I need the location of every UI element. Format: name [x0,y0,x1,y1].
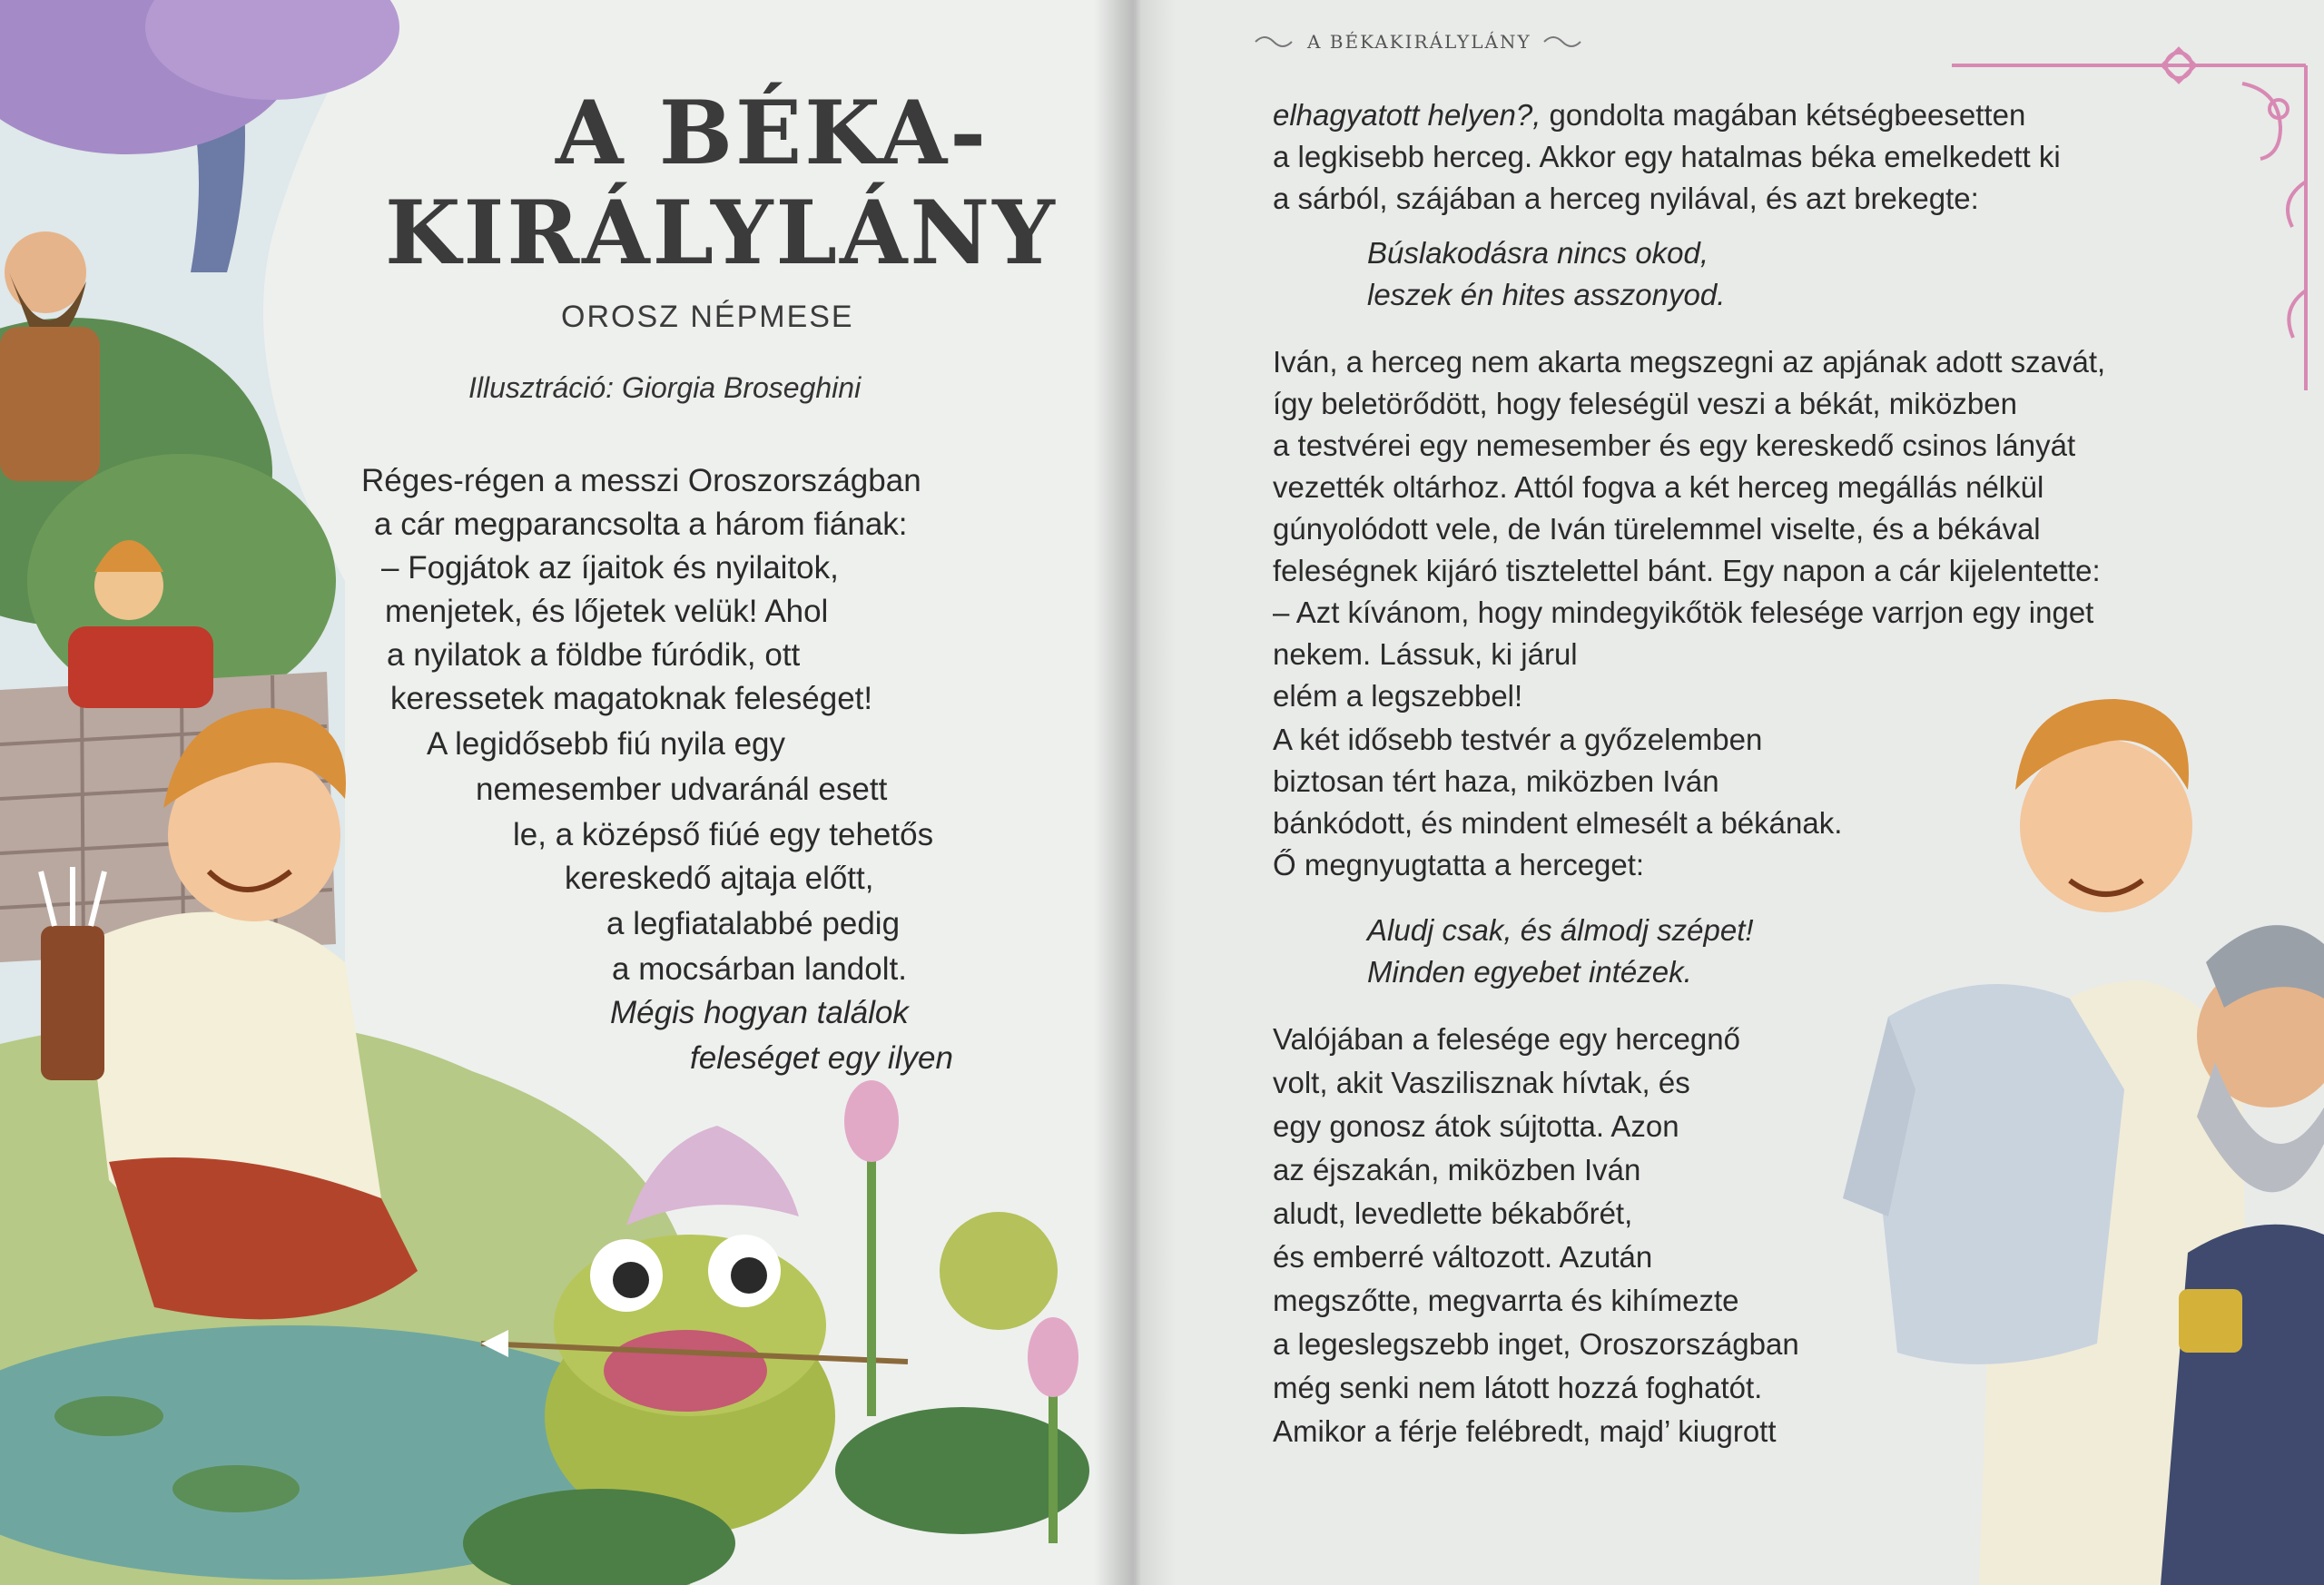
left-text-line: le, a középső fiúé egy tehetős [513,817,934,852]
left-text-line: – Fogjátok az íjaitok és nyilaitok, [381,550,839,586]
right-text-line: volt, akit Vaszilisznak hívtak, és [1273,1066,1690,1099]
right-text-line: elém a legszebbel! [1273,679,1523,713]
right-text-line: Ő megnyugtatta a herceget: [1273,848,1645,881]
right-text-line: biztosan tért haza, miközben Iván [1273,764,1719,798]
right-text-rest: gondolta magában kétségbeesetten [1541,98,2026,132]
verse-line: leszek én hites asszonyod. [1367,278,1726,311]
credit-label: Illusztráció: [468,371,615,404]
credit-name: Giorgia Broseghini [621,371,862,404]
verse-line: Aludj csak, és álmodj szépet! [1367,913,1754,947]
right-text-line: A két idősebb testvér a győzelemben [1273,723,1763,756]
right-text-line: aludt, levedlette békabőrét, [1273,1196,1633,1230]
right-text-line: Iván, a herceg nem akarta megszegni az apjának adott szavát, [1273,345,2106,379]
running-head-flourish-icon [1540,31,1594,53]
right-text-italic: elhagyatott helyen?, [1273,98,1541,132]
right-text-line: a testvérei egy nemesember és egy kereskedő csinos lányát [1273,428,2076,462]
right-text-line: – Azt kívánom, hogy mindegyikőtök felesége varrjon egy inget [1273,596,2094,629]
left-text-line: a legfiatalabbé pedig [606,906,901,941]
right-text-line: a legkisebb herceg. Akkor egy hatalmas béka emelkedett ki [1273,140,2061,173]
subtitle: OROSZ NÉPMESE [561,300,854,334]
left-text-line: A legidősebb fiú nyila egy [427,726,785,762]
left-text-line: menjetek, és lőjetek velük! Ahol [385,594,829,629]
right-text-line: még senki nem látott hozzá foghatót. [1273,1371,1763,1404]
left-text-line: a cár megparancsolta a három fiának: [374,507,908,542]
left-text-line: Mégis hogyan találok [610,995,909,1030]
running-head-flourish-icon [1251,31,1305,53]
left-page [0,0,1135,1585]
right-text-line: a legeslegszebb inget, Oroszországban [1273,1327,1799,1361]
right-text-line: megszőtte, megvarrta és kihímezte [1273,1284,1739,1317]
right-text-line: nekem. Lássuk, ki járul [1273,637,1578,671]
left-text-line: keressetek magatoknak feleséget! [390,681,873,716]
illustration-credit [468,371,861,405]
left-text-line: a mocsárban landolt. [612,951,907,987]
right-text-line [1273,98,2025,133]
right-text-line: Valójában a felesége egy hercegnő [1273,1022,1740,1056]
right-text-line: így beletörődött, hogy feleségül veszi a békát, miközben [1273,387,2017,420]
title-line-2: KIRÁLYLÁNY [385,182,1058,284]
left-text-line: kereskedő ajtaja előtt, [565,861,874,896]
right-text-line: gúnyolódott vele, de Iván türelemmel viselte, és a békával [1273,512,2041,546]
right-text-line: feleségnek kijáró tisztelettel bánt. Egy napon a cár kijelentette: [1273,554,2101,587]
running-head: A BÉKAKIRÁLYLÁNY [1307,31,1531,53]
right-text-line: vezették oltárhoz. Attól fogva a két herceg megállás nélkül [1273,470,2044,504]
left-text-line: Réges-régen a messzi Oroszországban [361,463,921,498]
right-text-line: a sárból, szájában a herceg nyilával, és azt brekegte: [1273,182,1979,215]
verse-line: Búslakodásra nincs okod, [1367,236,1709,270]
right-text-line: és emberré változott. Azután [1273,1240,1653,1274]
right-text-line: az éjszakán, miközben Iván [1273,1153,1641,1186]
verse-line: Minden egyebet intézek. [1367,955,1692,989]
right-text-line: bánkódott, és mindent elmesélt a békának. [1273,806,1843,840]
left-text-line: a nyilatok a földbe fúródik, ott [387,637,801,673]
right-text-line: Amikor a férje felébredt, majd’ kiugrott [1273,1414,1777,1448]
left-text-line: nemesember udvaránál esett [476,772,888,807]
right-text-line: egy gonosz átok sújtotta. Azon [1273,1109,1679,1143]
left-text-line: feleséget egy ilyen [690,1040,953,1076]
title-line-1: A BÉKA- [556,82,990,184]
